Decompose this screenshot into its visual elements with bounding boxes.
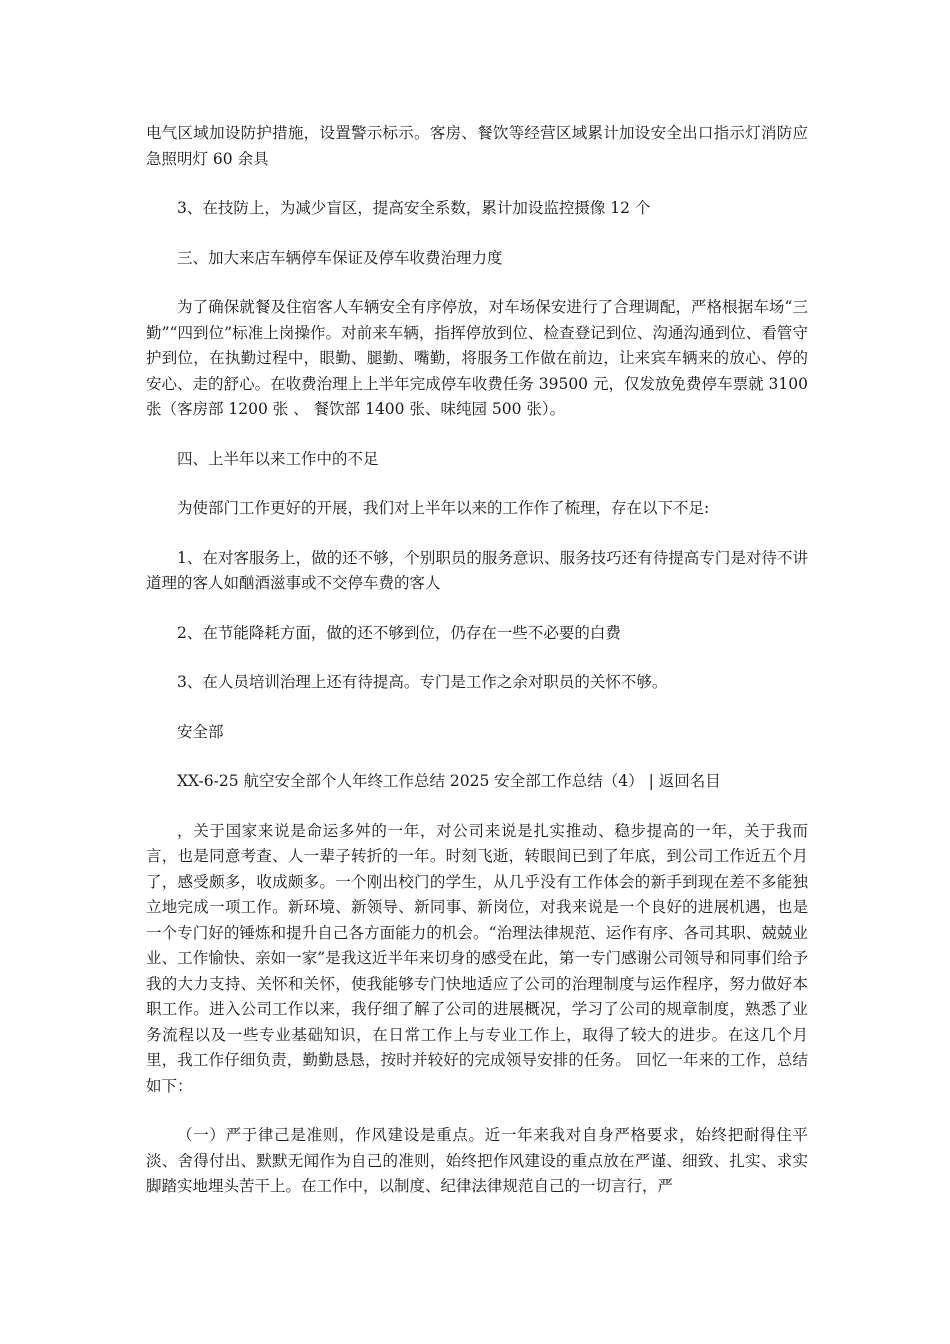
section-heading-shortcomings: 四、上半年以来工作中的不足	[177, 449, 379, 468]
paragraph-parking-management: 为了确保就餐及住宿客人车辆安全有序停放，对车场保安进行了合理调配，严格根据车场“三勤”“四到位”标准上岗操作。对前来车辆，指挥停放到位、检查登记到位、沟通沟通到位、看管守护到位，在执勤过程中，眼勤、腿勤、嘴勤，将服务工作做在前边，让来宾车辆来的放心、停的安心、走的舒心。在收费治理上上半年完成停车收费任务 39500 元，仅发放免费停车票就 3100 张（客房部 1200 张 、 餐饮部 1400 张、味纯园 500 张）。	[146, 298, 808, 418]
paragraph-electrical-safety: 电气区域加设防护措施，设置警示标示。客房、餐饮等经营区域累计加设安全出口指示灯消防应急照明灯 60 余具	[146, 124, 808, 168]
paragraph-technical-defense: 3、在技防上，为减少盲区，提高安全系数，累计加设监控摄像 12 个	[177, 199, 651, 217]
paragraph-shortcoming-1: 1、在对客服务上，做的还不够，个别职员的服务意识、服务技巧还有待提高专门是对待不讲道理的客人如酗酒滋事或不交停车费的客人	[146, 548, 808, 592]
signature-department: 安全部	[177, 722, 224, 741]
section-heading-parking: 三、加大来店车辆停车保证及停车收费治理力度	[177, 248, 503, 267]
paragraph-year-summary: ，关于国家来说是命运多舛的一年，对公司来说是扎实推动、稳步提高的一年，关于我而言，也是同意考查、人一辈子转折的一年。时刻飞逝，转眼间已到了年底，到公司工作近五个月了，感受颇多，收成颇多。一个刚出校门的学生，从几乎没有工作体会的新手到现在差不多能独立地完成一项工作。新环境、新领导、新同事、新岗位，对我来说是一个良好的进展机遇，也是一个专门好的锤炼和提升自己各方面能力的机会。“治理法律规范、运作有序、各司其职、兢兢业业、工作愉快、亲如一家”是我这近半年来切身的感受在此，第一专门感谢公司领导和同事们给予我的大力支持、关怀和关怀，使我能够专门快地适应了公司的治理制度与运作程序，努力做好本职工作。进入公司工作以来，我仔细了解了公司的进展概况，学习了公司的规章制度，熟悉了业务流程以及一些专业基础知识，在日常工作上与专业工作上，取得了较大的进步。在这几个月里，我工作仔细负责，勤勤恳恳，按时并较好的完成领导安排的任务。 回忆一年来的工作，总结如下：	[146, 821, 808, 1095]
document-body	[146, 121, 808, 1224]
paragraph-shortcoming-3: 3、在人员培训治理上还有待提高。专门是工作之余对职员的关怀不够。	[177, 673, 668, 691]
paragraph-shortcomings-intro: 为使部门工作更好的开展，我们对上半年以来的工作作了梳理，存在以下不足:	[177, 499, 710, 517]
paragraph-shortcoming-2: 2、在节能降耗方面，做的还不够到位，仍存在一些不必要的白费	[177, 623, 621, 642]
article-title-line: XX-6-25 航空安全部个人年终工作总结 2025 安全部工作总结（4） | 返回名目	[177, 772, 721, 790]
paragraph-self-discipline: （一）严于律己是准则，作风建设是重点。近一年来我对自身严格要求，始终把耐得住平淡、舍得付出、默默无闻作为自己的准则，始终把作风建设的重点放在严谨、细致、扎实、求实脚踏实地埋头苦干上。在工作中，以制度、纪律法律规范自己的一切言行，严	[146, 1126, 808, 1195]
